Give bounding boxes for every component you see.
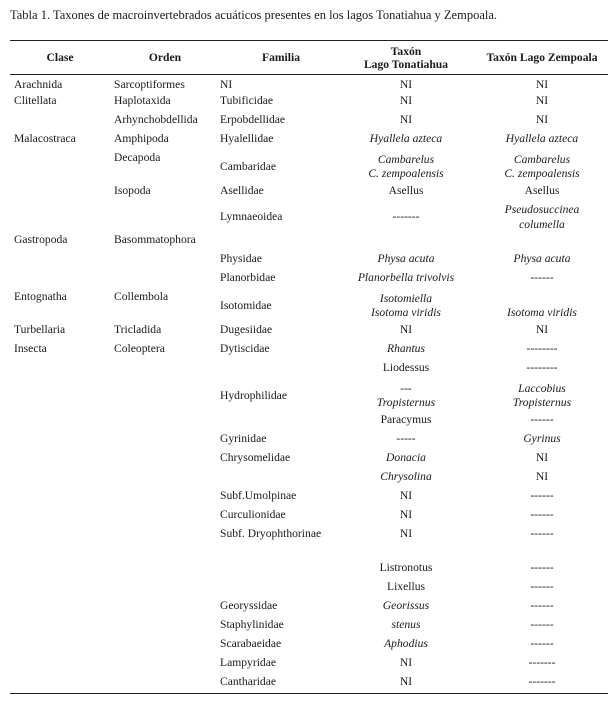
taxon-zempoala: ------: [530, 598, 554, 612]
cell-familia: Cambaridae: [220, 159, 277, 173]
table-row: [10, 451, 608, 470]
table-row: [10, 527, 608, 561]
cell-tonatiahua: [344, 561, 468, 580]
taxon-zempoala: --------: [526, 360, 558, 374]
taxon-zempoala: columella: [519, 217, 565, 231]
table-row: [10, 203, 608, 233]
table-row: [10, 342, 608, 361]
cell-familia: Dugesiidae: [220, 322, 273, 336]
taxon-tonatiahua: Tropisternus: [376, 396, 436, 409]
cell-clase: [10, 380, 112, 413]
cell-tonatiahua: [344, 580, 468, 599]
cell-familia: Gyrinidae: [220, 431, 267, 445]
table-row: [10, 380, 608, 413]
cell-orden: [112, 508, 218, 527]
cell-orden: Amphipoda: [114, 131, 169, 145]
taxon-zempoala: NI: [535, 78, 549, 91]
cell-familia: NI: [220, 78, 233, 91]
cell-clase: Gastropoda: [14, 232, 68, 246]
header-zempoala: Taxón Lago Zempoala: [486, 51, 598, 64]
cell-zempoala: [468, 527, 608, 561]
cell-familia: Hyalellidae: [220, 131, 274, 145]
cell-zempoala: [468, 470, 608, 489]
cell-orden: Isopoda: [114, 183, 151, 197]
cell-familia: Lymnaeoidea: [220, 210, 283, 224]
cell-zempoala: [468, 561, 608, 580]
cell-familia: Lampyridae: [220, 655, 277, 669]
cell-tonatiahua: [344, 342, 468, 361]
cell-familia: Chrysomelidae: [220, 450, 291, 464]
cell-clase: [10, 618, 112, 637]
cell-tonatiahua: [344, 527, 468, 561]
table-row: [10, 618, 608, 637]
cell-orden: [112, 380, 218, 413]
cell-clase: [10, 508, 112, 527]
taxon-tonatiahua: Isotomiella: [379, 291, 433, 305]
taxon-zempoala: [470, 233, 608, 248]
cell-clase: [10, 527, 112, 561]
table-row: [10, 290, 608, 323]
cell-tonatiahua: [344, 290, 468, 323]
taxon-tonatiahua: Cambarelus: [377, 152, 435, 166]
cell-orden: Collembola: [114, 289, 169, 303]
cell-clase: [10, 580, 112, 599]
taxon-tonatiahua: Donacia: [386, 450, 426, 464]
taxon-zempoala: ------: [530, 636, 554, 650]
cell-familia: Cantharidae: [220, 674, 277, 688]
taxon-tonatiahua: Liodessus: [382, 360, 430, 374]
taxon-zempoala: ------: [530, 526, 554, 540]
cell-familia: Isotomidae: [220, 298, 272, 312]
cell-familia: Subf. Dryophthorinae: [220, 526, 322, 540]
cell-clase: [10, 271, 112, 290]
taxon-tonatiahua: Planorbella trivolvis: [357, 270, 455, 284]
header-tonatiahua-line1: Taxón: [390, 44, 422, 58]
cell-zempoala: [468, 75, 608, 94]
cell-tonatiahua: [344, 184, 468, 203]
cell-zempoala: [468, 618, 608, 637]
taxa-table: [10, 40, 608, 694]
cell-familia: Hydrophilidae: [220, 388, 287, 402]
cell-zempoala: [468, 94, 608, 113]
header-orden: Orden: [148, 51, 182, 64]
cell-clase: [10, 561, 112, 580]
taxon-zempoala: Laccobius: [518, 381, 566, 395]
cell-clase: Entognatha: [14, 289, 67, 303]
taxon-zempoala: Gyrinus: [523, 431, 561, 445]
cell-tonatiahua: [344, 637, 468, 656]
taxon-tonatiahua: Hyallela azteca: [369, 131, 443, 145]
cell-zempoala: [468, 151, 608, 184]
cell-clase: [10, 637, 112, 656]
cell-tonatiahua: [344, 451, 468, 470]
taxon-tonatiahua: Chrysolina: [380, 469, 432, 483]
taxon-zempoala: NI: [535, 93, 549, 107]
cell-tonatiahua: [344, 432, 468, 451]
taxon-tonatiahua: NI: [399, 112, 413, 126]
cell-familia: [218, 561, 344, 580]
cell-tonatiahua: [344, 380, 468, 413]
table-row: [10, 637, 608, 656]
taxon-tonatiahua: NI: [399, 507, 413, 521]
table-row: [10, 489, 608, 508]
taxon-tonatiahua: stenus: [391, 617, 421, 631]
cell-orden: [112, 413, 218, 432]
cell-zempoala: [468, 489, 608, 508]
cell-clase: Arachnida: [14, 78, 63, 91]
cell-familia: Tubificidae: [220, 93, 274, 107]
table-row: [10, 413, 608, 432]
cell-familia: [218, 361, 344, 380]
cell-zempoala: [468, 342, 608, 361]
taxon-zempoala: ------: [530, 507, 554, 521]
taxon-zempoala: NI: [535, 469, 549, 483]
cell-tonatiahua: [344, 252, 468, 271]
cell-tonatiahua: [344, 599, 468, 618]
cell-familia: [218, 233, 344, 252]
taxon-tonatiahua: C. zempoalensis: [368, 167, 444, 180]
cell-familia: Staphylinidae: [220, 617, 284, 631]
table-row: [10, 508, 608, 527]
header-tonatiahua: [344, 41, 468, 75]
taxon-tonatiahua: -----: [396, 431, 416, 445]
cell-zempoala: [468, 184, 608, 203]
taxon-tonatiahua: Georissus: [382, 598, 430, 612]
taxon-tonatiahua: Aphodius: [384, 636, 428, 650]
cell-orden: [112, 527, 218, 561]
cell-tonatiahua: [344, 75, 468, 94]
taxon-tonatiahua: Physa acuta: [377, 251, 435, 265]
table-row: [10, 432, 608, 451]
taxon-zempoala: Cambarelus: [513, 152, 571, 166]
cell-tonatiahua: [344, 413, 468, 432]
table-row: [10, 132, 608, 151]
taxon-zempoala: [470, 292, 608, 307]
cell-orden: Coleoptera: [114, 341, 165, 355]
cell-clase: [10, 599, 112, 618]
cell-orden: [112, 203, 218, 233]
cell-orden: Basommatophora: [114, 232, 196, 246]
cell-familia: Subf.Umolpinae: [220, 488, 297, 502]
cell-familia: Georyssidae: [220, 598, 278, 612]
cell-clase: Turbellaria: [14, 322, 66, 336]
taxon-tonatiahua: NI: [399, 78, 413, 91]
cell-zempoala: [468, 675, 608, 694]
taxon-tonatiahua: Asellus: [388, 183, 424, 197]
taxon-zempoala: NI: [535, 322, 549, 336]
cell-familia: Physidae: [220, 251, 262, 265]
taxon-tonatiahua: NI: [399, 488, 413, 502]
taxon-zempoala: Isotoma viridis: [507, 306, 577, 319]
cell-orden: [112, 675, 218, 694]
table-header: [10, 41, 608, 75]
header-tonatiahua-line2: Lago Tonatiahua: [363, 57, 449, 71]
cell-orden: [112, 432, 218, 451]
cell-zempoala: [468, 132, 608, 151]
cell-clase: [10, 413, 112, 432]
cell-familia: Planorbidae: [220, 270, 276, 284]
taxon-tonatiahua: NI: [399, 322, 413, 336]
taxon-zempoala: Physa acuta: [513, 251, 571, 265]
cell-clase: [10, 451, 112, 470]
cell-familia: [218, 413, 344, 432]
cell-tonatiahua: [344, 361, 468, 380]
cell-clase: [10, 470, 112, 489]
taxon-tonatiahua: Isotoma viridis: [371, 306, 441, 319]
table-row: [10, 252, 608, 271]
cell-zempoala: [468, 637, 608, 656]
taxon-tonatiahua: NI: [399, 93, 413, 107]
cell-zempoala: [468, 580, 608, 599]
cell-tonatiahua: [344, 151, 468, 184]
cell-zempoala: [468, 323, 608, 342]
cell-clase: Clitellata: [14, 93, 57, 107]
taxon-zempoala: NI: [535, 112, 549, 126]
cell-zempoala: [468, 599, 608, 618]
taxon-zempoala: ------: [530, 579, 554, 593]
cell-zempoala: [468, 413, 608, 432]
cell-tonatiahua: [344, 656, 468, 675]
cell-tonatiahua: [344, 94, 468, 113]
taxon-zempoala: C. zempoalensis: [504, 167, 580, 180]
table-caption: Tabla 1. Taxones de macroinvertebrados acuáticos presentes en los lagos Tonatiahua y Zempoala.: [10, 8, 498, 22]
taxon-zempoala: ------: [530, 617, 554, 631]
taxon-tonatiahua: Rhantus: [386, 341, 425, 355]
cell-zempoala: [468, 656, 608, 675]
table-row: [10, 94, 608, 113]
cell-tonatiahua: [344, 470, 468, 489]
taxon-tonatiahua: NI: [399, 655, 413, 669]
cell-orden: [112, 252, 218, 271]
taxon-zempoala: ------: [530, 488, 554, 502]
taxon-zempoala: -------: [528, 655, 556, 669]
cell-tonatiahua: [344, 675, 468, 694]
cell-clase: Insecta: [14, 341, 47, 355]
taxon-zempoala: ------: [530, 270, 554, 284]
cell-tonatiahua: [344, 132, 468, 151]
taxon-zempoala: NI: [535, 450, 549, 464]
cell-orden: Decapoda: [114, 150, 161, 164]
cell-familia: Erpobdellidae: [220, 112, 286, 126]
header-familia: Familia: [262, 51, 300, 64]
cell-orden: [112, 618, 218, 637]
taxon-tonatiahua: NI: [399, 526, 413, 540]
cell-orden: [112, 470, 218, 489]
taxon-tonatiahua: Listronotus: [379, 560, 433, 574]
table-row: [10, 233, 608, 252]
table-row: [10, 361, 608, 380]
cell-clase: [10, 656, 112, 675]
cell-orden: [112, 637, 218, 656]
taxon-tonatiahua: NI: [399, 674, 413, 688]
cell-zempoala: [468, 432, 608, 451]
cell-zempoala: [468, 203, 608, 233]
taxon-tonatiahua: Paracymus: [380, 412, 432, 426]
table-row: [10, 151, 608, 184]
taxon-zempoala: Pseudosuccinea: [504, 203, 580, 216]
taxon-zempoala: --------: [526, 341, 558, 355]
cell-orden: [112, 271, 218, 290]
cell-zempoala: [468, 271, 608, 290]
cell-zempoala: [468, 380, 608, 413]
cell-clase: [10, 252, 112, 271]
cell-clase: [10, 203, 112, 233]
cell-tonatiahua: [344, 233, 468, 252]
taxon-zempoala: Hyallela azteca: [505, 131, 579, 145]
table-row: [10, 580, 608, 599]
taxon-zempoala: -------: [528, 674, 556, 688]
cell-orden: [112, 489, 218, 508]
cell-familia: Dytiscidae: [220, 341, 270, 355]
table-row: [10, 75, 608, 94]
cell-familia: [218, 580, 344, 599]
table-row: [10, 561, 608, 580]
cell-orden: Haplotaxida: [114, 93, 171, 107]
table-row: [10, 271, 608, 290]
header-clase: Clase: [46, 51, 74, 64]
cell-clase: [10, 489, 112, 508]
table-row: [10, 113, 608, 132]
cell-zempoala: [468, 290, 608, 323]
cell-tonatiahua: [344, 508, 468, 527]
cell-clase: [10, 675, 112, 694]
taxon-zempoala: ------: [530, 560, 554, 574]
table-row: [10, 470, 608, 489]
cell-clase: [10, 432, 112, 451]
cell-tonatiahua: [344, 271, 468, 290]
cell-clase: Malacostraca: [14, 131, 76, 145]
cell-tonatiahua: [344, 203, 468, 233]
table-row: [10, 656, 608, 675]
cell-orden: [112, 361, 218, 380]
table-body: [10, 75, 608, 694]
cell-orden: Arhynchobdellida: [114, 112, 198, 126]
cell-orden: [112, 580, 218, 599]
taxon-tonatiahua: -------: [392, 210, 420, 224]
cell-orden: Sarcoptiformes: [114, 78, 185, 91]
table-row: [10, 599, 608, 618]
cell-tonatiahua: [344, 323, 468, 342]
cell-zempoala: [468, 252, 608, 271]
cell-familia: Asellidae: [220, 183, 264, 197]
taxon-zempoala: ------: [530, 412, 554, 426]
cell-zempoala: [468, 508, 608, 527]
taxon-zempoala: Tropisternus: [512, 396, 572, 409]
cell-tonatiahua: [344, 489, 468, 508]
cell-orden: [112, 656, 218, 675]
cell-clase: [10, 361, 112, 380]
cell-orden: [112, 561, 218, 580]
cell-orden: Tricladida: [114, 322, 162, 336]
taxon-tonatiahua: [346, 233, 466, 248]
cell-familia: Curculionidae: [220, 507, 286, 521]
table-row: [10, 184, 608, 203]
cell-orden: [112, 451, 218, 470]
cell-clase: [10, 184, 112, 203]
taxon-tonatiahua: Lixellus: [387, 579, 425, 593]
cell-familia: Scarabaeidae: [220, 636, 282, 650]
taxon-zempoala: Asellus: [524, 183, 560, 197]
table-row: [10, 323, 608, 342]
cell-orden: [112, 599, 218, 618]
cell-zempoala: [468, 113, 608, 132]
taxon-tonatiahua: ---: [400, 381, 412, 395]
cell-zempoala: [468, 361, 608, 380]
cell-zempoala: [468, 233, 608, 252]
cell-clase: [10, 113, 112, 132]
cell-tonatiahua: [344, 113, 468, 132]
table-row: [10, 675, 608, 694]
cell-familia: [218, 470, 344, 489]
cell-tonatiahua: [344, 618, 468, 637]
cell-zempoala: [468, 451, 608, 470]
cell-clase: [10, 151, 112, 184]
